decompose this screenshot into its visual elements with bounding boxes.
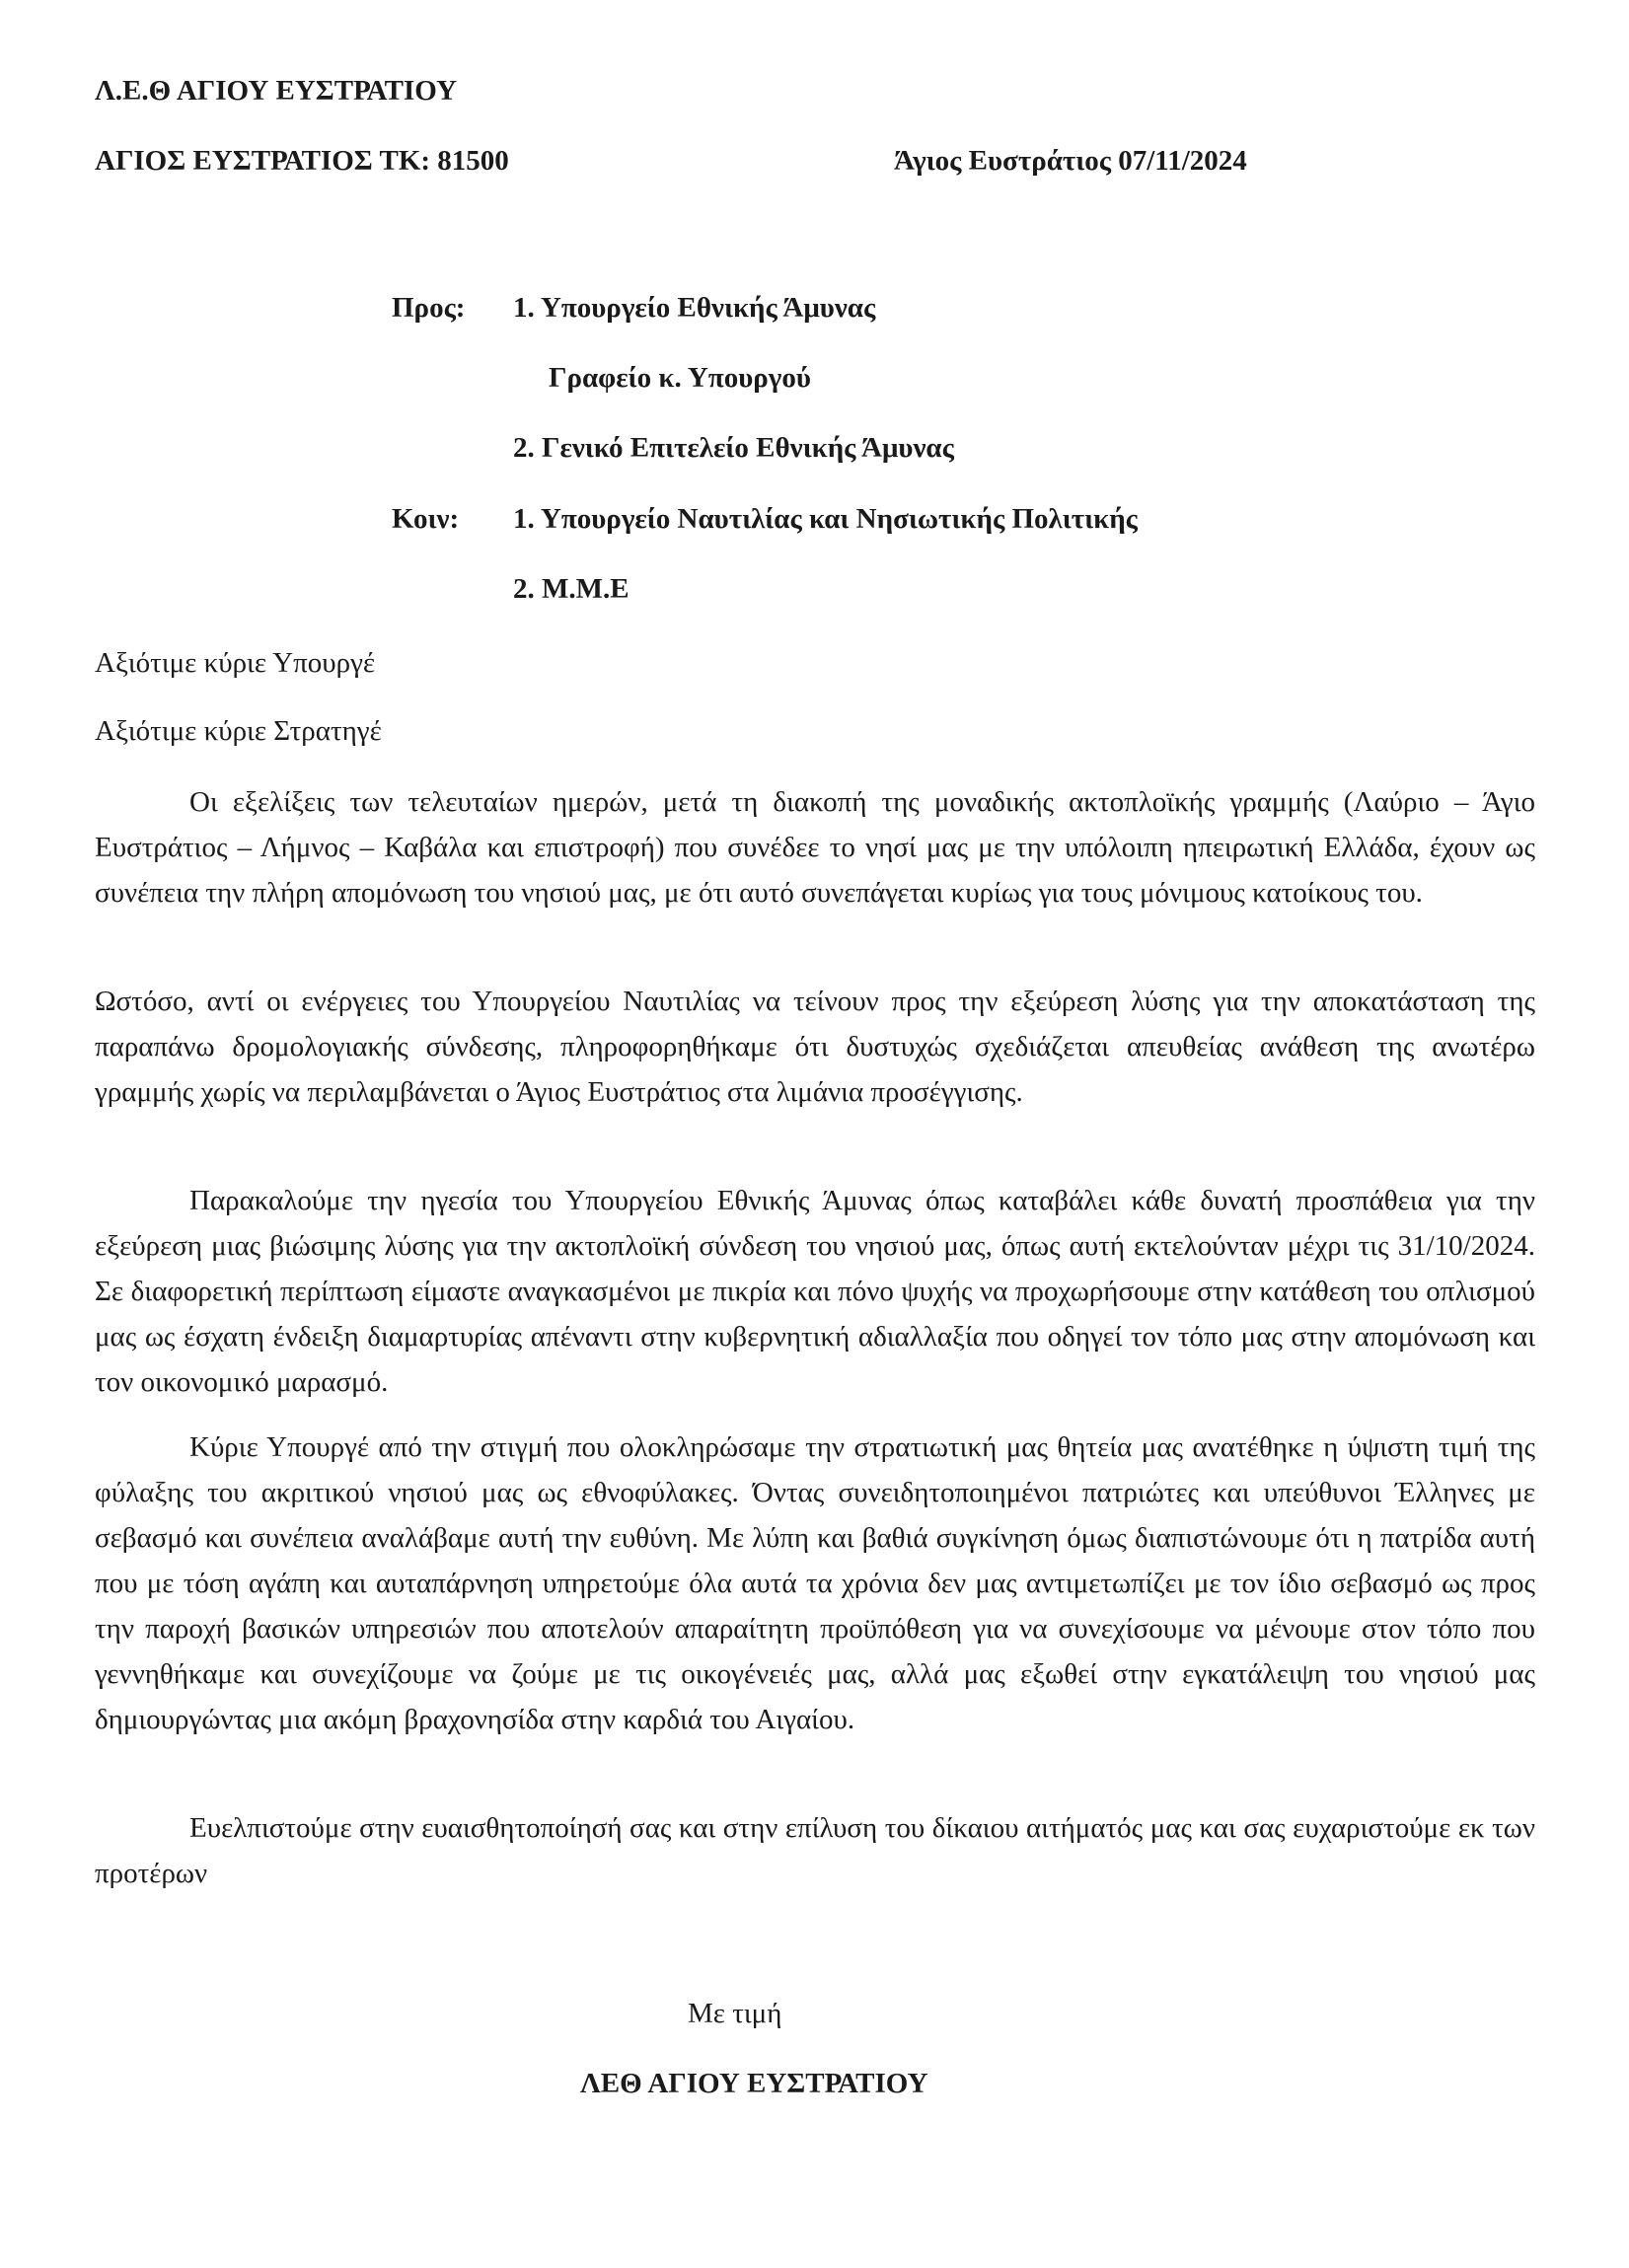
sender-address: ΑΓΙΟΣ ΕΥΣΤΡΑΤΙΟΣ ΤΚ: 81500	[95, 145, 509, 177]
body-paragraph-5: Ευελπιστούμε στην ευαισθητοποίησή σας και στην επίλυση του δίκαιου αιτήματός μας και σας ευχαριστούμε εκ των προτέρων	[95, 1812, 1535, 1889]
salutation-minister: Αξιότιμε κύριε Υπουργέ	[95, 647, 376, 679]
cc-label: Κοιν:	[392, 503, 460, 535]
recipient-1-office: Γραφείο κ. Υπουργού	[549, 362, 811, 394]
body-paragraph-3: Παρακαλούμε την ηγεσία του Υπουργείου Εθνικής Άμυνας όπως καταβάλει κάθε δυνατή προσπάθεια για την εξεύρεση μιας βιώσιμης λύσης για την ακτοπλοϊκή σύνδεση του νησιού μας, όπως αυτή εκτελούνταν μέχρι τις 31/10/2024. Σε διαφορετική περίπτωση είμαστε αναγκασμένοι με πικρία και πόνο ψυχής να προχωρήσουμε στην κατάθεση του οπλισμού μας ως έσχατη ένδειξη διαμαρτυρίας απέναντι στην κυβερνητική αδιαλλαξία που οδηγεί τον τόπο μας στην απομόνωση και τον οικονομικό μαρασμό.	[95, 1185, 1535, 1398]
closing-greeting: Με τιμή	[688, 1998, 782, 2029]
cc-recipient-1: 1. Υπουργείο Ναυτιλίας και Νησιωτικής Πολιτικής	[513, 503, 1138, 535]
to-label: Προς:	[392, 292, 466, 324]
body-paragraph-4: Κύριε Υπουργέ από την στιγμή που ολοκληρώσαμε την στρατιωτική μας θητεία μας ανατέθηκε η ύψιστη τιμή της φύλαξης του ακριτικού νησιού μας ως εθνοφύλακες. Όντας συνειδητοποιημένοι πατριώτες και υπεύθυνοι Έλληνες με σεβασμό και συνέπεια αναλάβαμε αυτή την ευθύνη. Με λύπη και βαθιά συγκίνηση όμως διαπιστώνουμε ότι η πατρίδα αυτή που με τόση αγάπη και αυταπάρνηση υπηρετούμε όλα αυτά τα χρόνια δεν μας αντιμετωπίζει με τον ίδιο σεβασμό ως προς την παροχή βασικών υπηρεσιών που αποτελούν απαραίτητη προϋπόθεση για να συνεχίσουμε να μένουμε στον τόπο που γεννηθήκαμε και συνεχίζουμε να ζούμε με τις οικογένειές μας, αλλά μας εξωθεί στην εγκατάλειψη του νησιού μας δημιουργώντας μια ακόμη βραχονησίδα στην καρδιά του Αιγαίου.	[95, 1431, 1535, 1735]
salutation-general: Αξιότιμε κύριε Στρατηγέ	[95, 715, 382, 747]
place-date: Άγιος Ευστράτιος 07/11/2024	[894, 145, 1247, 177]
closing-signature: ΛΕΘ ΑΓΙΟΥ ΕΥΣΤΡΑΤΙΟΥ	[580, 2068, 928, 2099]
body-paragraph-1: Οι εξελίξεις των τελευταίων ημερών, μετά τη διακοπή της μοναδικής ακτοπλοϊκής γραμμής (Λαύριο – Άγιο Ευστράτιος – Λήμνος – Καβάλα και επιστροφή) που συνέδεε το νησί μας με την υπόλοιπη ηπειρωτική Ελλάδα, έχουν ως συνέπεια την πλήρη απομόνωση του νησιού μας, με ότι αυτό συνεπάγεται κυρίως για τους μόνιμους κατοίκους του.	[95, 786, 1535, 909]
cc-recipient-2: 2. Μ.Μ.Ε	[513, 573, 629, 605]
sender-organization: Λ.Ε.Θ ΑΓΙΟΥ ΕΥΣΤΡΑΤΙΟΥ	[95, 75, 458, 107]
body-paragraph-2: Ωστόσο, αντί οι ενέργειες του Υπουργείου Ναυτιλίας να τείνουν προς την εξεύρεση λύσης για την αποκατάσταση της παραπάνω δρομολογιακής σύνδεσης, πληροφορηθήκαμε ότι δυστυχώς σχεδιάζεται απευθείας ανάθεση της ανωτέρω γραμμής χωρίς να περιλαμβάνεται ο Άγιος Ευστράτιος στα λιμάνια προσέγγισης.	[95, 986, 1535, 1108]
recipient-2: 2. Γενικό Επιτελείο Εθνικής Άμυνας	[513, 432, 954, 464]
recipient-1: 1. Υπουργείο Εθνικής Άμυνας	[513, 292, 876, 324]
